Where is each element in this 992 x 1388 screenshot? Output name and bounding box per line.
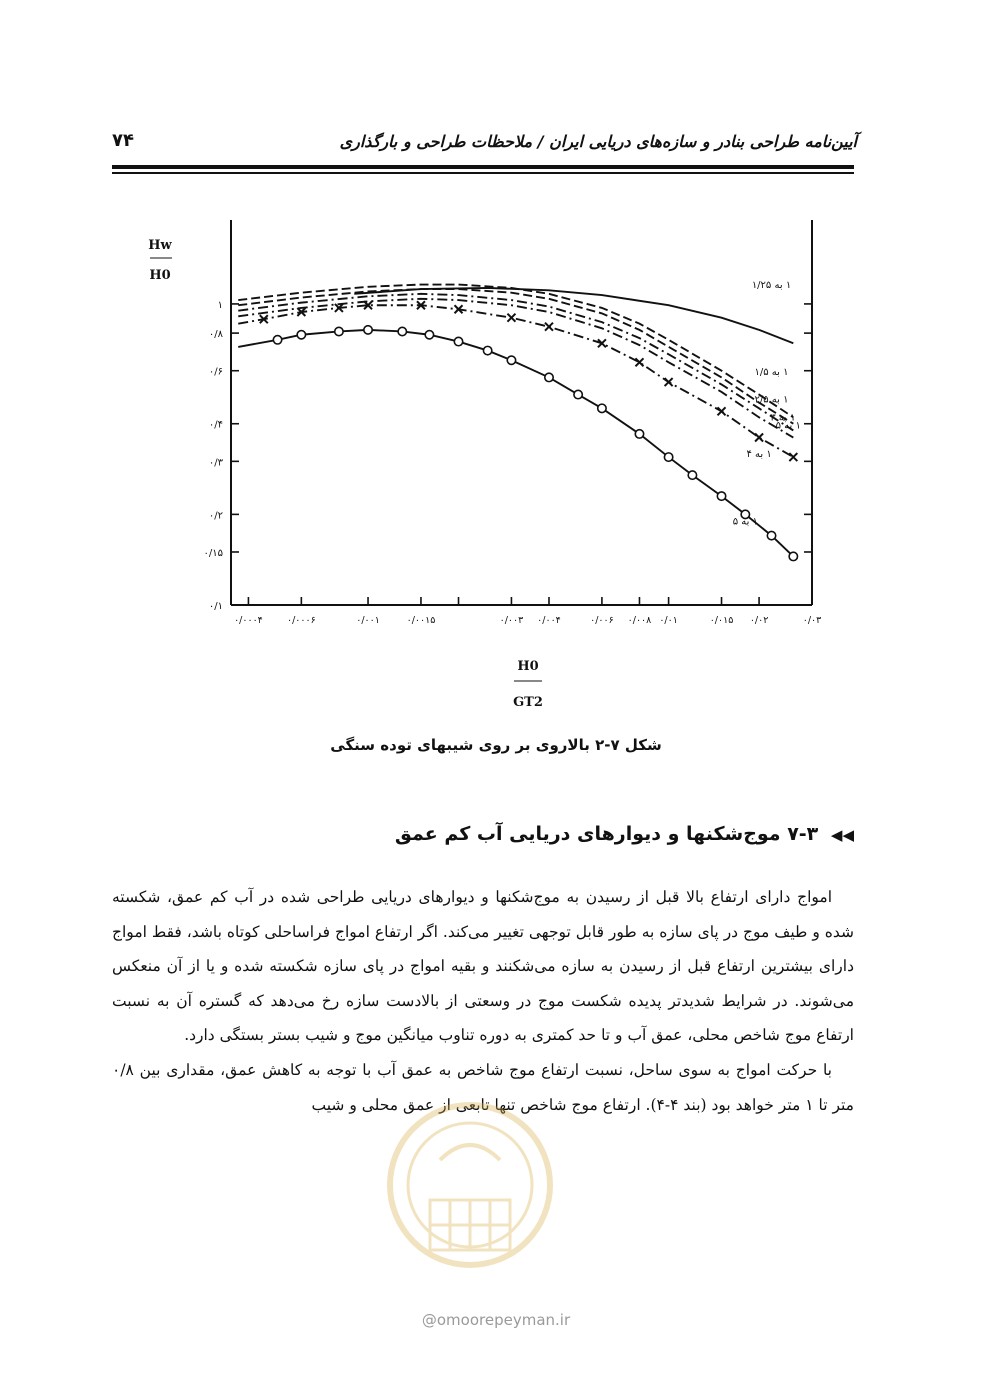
x-tick-label: ۰/۰۰۴ — [537, 615, 561, 626]
circle-marker — [364, 326, 372, 334]
circle-marker — [598, 404, 606, 412]
axis-labels — [148, 238, 543, 710]
series-line-5 — [238, 305, 796, 457]
circle-marker — [789, 552, 797, 560]
x-marker — [789, 453, 797, 461]
x-marker — [545, 323, 553, 331]
x-tick-label: ۰/۰۳ — [802, 615, 822, 626]
x-tick-label: ۰/۰۰۱ — [356, 615, 380, 626]
section-title: ۷-۳ موج‌شکنها و دیوارهای دریایی آب کم عمق — [394, 823, 819, 845]
circle-marker — [664, 453, 672, 461]
y-axis-label-denominator: H0 — [149, 268, 171, 283]
paragraph-1: امواج دارای ارتفاع بالا قبل از رسیدن به موج‌شکنها و دیوارهای دریایی طراحی شده در آب کم عمق، شکسته شده و طیف موج در پای سازه به طور قابل توجهی تغییر می‌کند. اگر ارتفاع امواج فراساحلی کوتاه باشد، فقط امواج دارای بیشترین ارتفاع قبل از رسیدن به سازه می‌شکنند و بقیه امواج در پای سازه شکسته شده و یا از آن منعکس می‌شوند. در شرایط شدیدتر پدیده شکست موج در وسعتی از بالادست سازه رخ می‌دهد که گستره آن به نسبت ارتفاع موج شاخص محلی، عمق آب و تا حد کمتری به دوره تناوب میانگین موج و شیب بستر بستگی دارد. — [112, 888, 854, 1045]
circle-marker — [507, 356, 515, 364]
y-axis-label-numerator: Hw — [148, 238, 172, 253]
y-tick-label: ۰/۱ — [208, 601, 223, 612]
curve-label: ۱ به ۲/۵ — [754, 394, 789, 406]
section-heading — [395, 823, 854, 845]
curve-label: ۱ به ۱/۵ — [754, 367, 789, 379]
circle-marker — [717, 492, 725, 500]
curve-label: ۱ به ۱/۲۵ — [751, 279, 792, 291]
x-tick-label: ۰/۰۰۶ — [590, 615, 614, 626]
chart-markers — [260, 301, 798, 560]
section-marker-icon: ◀◀ — [830, 826, 854, 844]
body-text — [112, 880, 854, 1122]
y-tick-label: ۰/۶ — [208, 366, 223, 378]
running-header-title: آیین‌نامه طراحی بنادر و سازه‌های دریایی ایران / ملاحظات طراحی و بارگذاری — [339, 132, 857, 151]
x-tick-label: ۰/۰۰۰۴ — [234, 615, 263, 626]
curve-label: ۱ به ۴ — [746, 449, 772, 461]
x-tick-label: ۰/۰۱ — [659, 615, 678, 626]
watermark-seal-icon — [380, 1090, 560, 1290]
x-tick-label: ۰/۰۰۳ — [499, 615, 524, 626]
circle-marker — [454, 337, 462, 345]
figure-caption: شکل ۷-۲ بالاروی بر روی شیبهای توده سنگی — [330, 736, 662, 754]
x-marker — [755, 434, 763, 442]
y-tick-label: ۰/۸ — [208, 329, 223, 341]
circle-marker — [273, 336, 281, 344]
x-marker — [507, 314, 515, 322]
series-line-1 — [238, 285, 793, 418]
circle-marker — [688, 471, 696, 479]
x-axis-label-denominator: GT2 — [513, 695, 543, 710]
y-tick-label: ۰/۱۵ — [203, 547, 223, 559]
curve-label: ۱ به ۵ — [775, 420, 801, 432]
circle-marker — [398, 327, 406, 335]
circle-marker — [635, 430, 643, 438]
circle-marker — [335, 327, 343, 335]
x-tick-label: ۰/۰۰۱۵ — [406, 615, 436, 626]
x-tick-label: ۰/۰۰۸ — [627, 615, 652, 626]
x-marker — [718, 407, 726, 415]
circle-marker — [574, 390, 582, 398]
y-ticks — [204, 300, 812, 612]
paragraph-2: با حرکت امواج به سوی ساحل، نسبت ارتفاع موج شاخص به عمق آب با توجه به کاهش عمق، مقداری بین ۰/۸ متر تا ۱ متر خواهد بود (بند ۴-۴). ارتفاع موج شاخص تنها تابعی از عمق محلی و شیب — [112, 1060, 854, 1114]
chart-curves — [238, 285, 796, 557]
circle-marker — [483, 346, 491, 354]
watermark-text: @omoorepeyman.ir — [421, 1311, 571, 1329]
curve-label: ۱ به ۵ — [732, 516, 758, 528]
x-ticks — [234, 597, 821, 626]
x-axis-label-numerator: H0 — [517, 659, 539, 674]
circle-marker — [425, 331, 433, 339]
circle-marker — [545, 373, 553, 381]
chart-axes — [231, 220, 812, 605]
y-tick-label: ۰/۴ — [208, 419, 223, 431]
curve-labels — [733, 280, 801, 528]
x-marker — [635, 358, 643, 366]
x-tick-label: ۰/۰۰۰۶ — [286, 615, 316, 626]
x-marker — [665, 378, 673, 386]
curve-label: ۱ به ۳ — [770, 412, 796, 424]
circle-marker — [767, 531, 775, 539]
x-tick-label: ۰/۰۱۵ — [709, 615, 734, 626]
x-tick-label: ۰/۰۲ — [749, 615, 769, 626]
y-tick-label: ۰/۲ — [208, 510, 223, 522]
page-number: ۷۴ — [112, 130, 134, 151]
y-tick-label: ۰/۳ — [208, 457, 223, 469]
circle-marker — [297, 331, 305, 339]
y-tick-label: ۱ — [217, 299, 223, 311]
